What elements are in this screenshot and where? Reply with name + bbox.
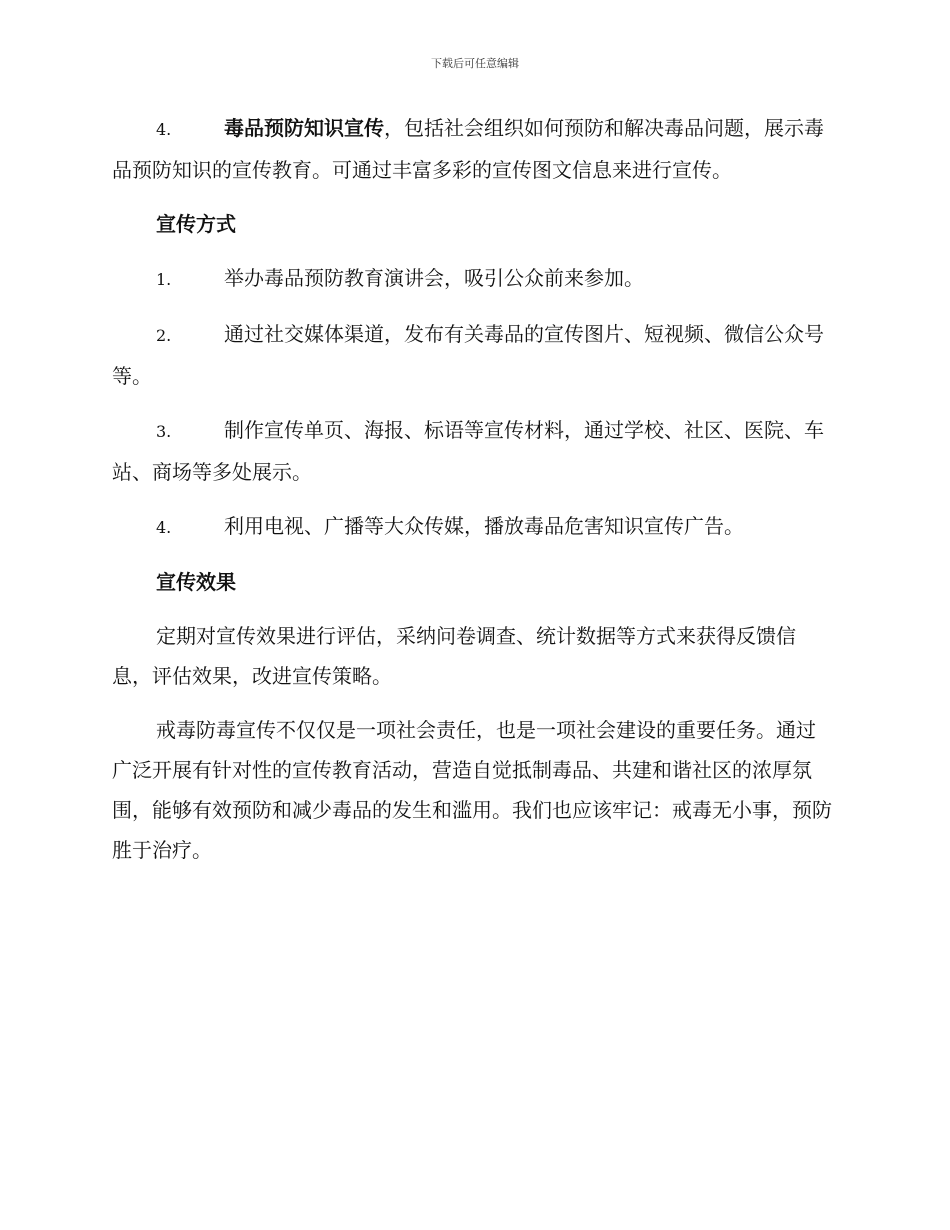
list-item-text: 举办毒品预防教育演讲会，吸引公众前来参加。 [224,266,644,290]
list-item-text: 制作宣传单页、海报、标语等宣传材料，通过学校、社区、医院、车站、商场等多处展示。 [112,418,824,484]
list-item-text: ，包括社会组织如何预防和解决毒品问题，展示毒品预防知识的宣传教育。可通过丰富多彩的宣传图文信息来进行宣传。 [112,116,824,182]
bold-term: 毒品预防知识宣传 [224,116,384,140]
list-item [112,410,832,492]
document-body [112,108,832,884]
list-item-intro [112,108,832,190]
list-number: 4. [156,120,172,139]
paragraph: 定期对宣传效果进行评估，采纳问卷调查、统计数据等方式来获得反馈信息，评估效果，改进宣传策略。 [112,624,796,688]
list-item-text: 通过社交媒体渠道，发布有关毒品的宣传图片、短视频、微信公众号等。 [112,322,824,388]
list-number: 4. [156,518,172,537]
list-item-text: 利用电视、广播等大众传媒，播放毒品危害知识宣传广告。 [224,514,744,538]
paragraph: 戒毒防毒宣传不仅仅是一项社会责任，也是一项社会建设的重要任务。通过广泛开展有针对性的宣传教育活动，营造自觉抵制毒品、共建和谐社区的浓厚氛围，能够有效预防和减少毒品的发生和滥用。我们也应该牢记：戒毒无小事，预防胜于治疗。 [112,718,832,862]
section-heading-methods: 宣传方式 [156,212,236,236]
list-number: 1. [156,270,172,289]
list-item [112,314,832,396]
list-item [112,506,832,548]
list-number: 2. [156,326,172,345]
list-number: 3. [156,422,172,441]
header-note: 下载后可任意编辑 [431,57,519,70]
section-heading-effects: 宣传效果 [156,570,236,594]
list-item [112,258,832,300]
